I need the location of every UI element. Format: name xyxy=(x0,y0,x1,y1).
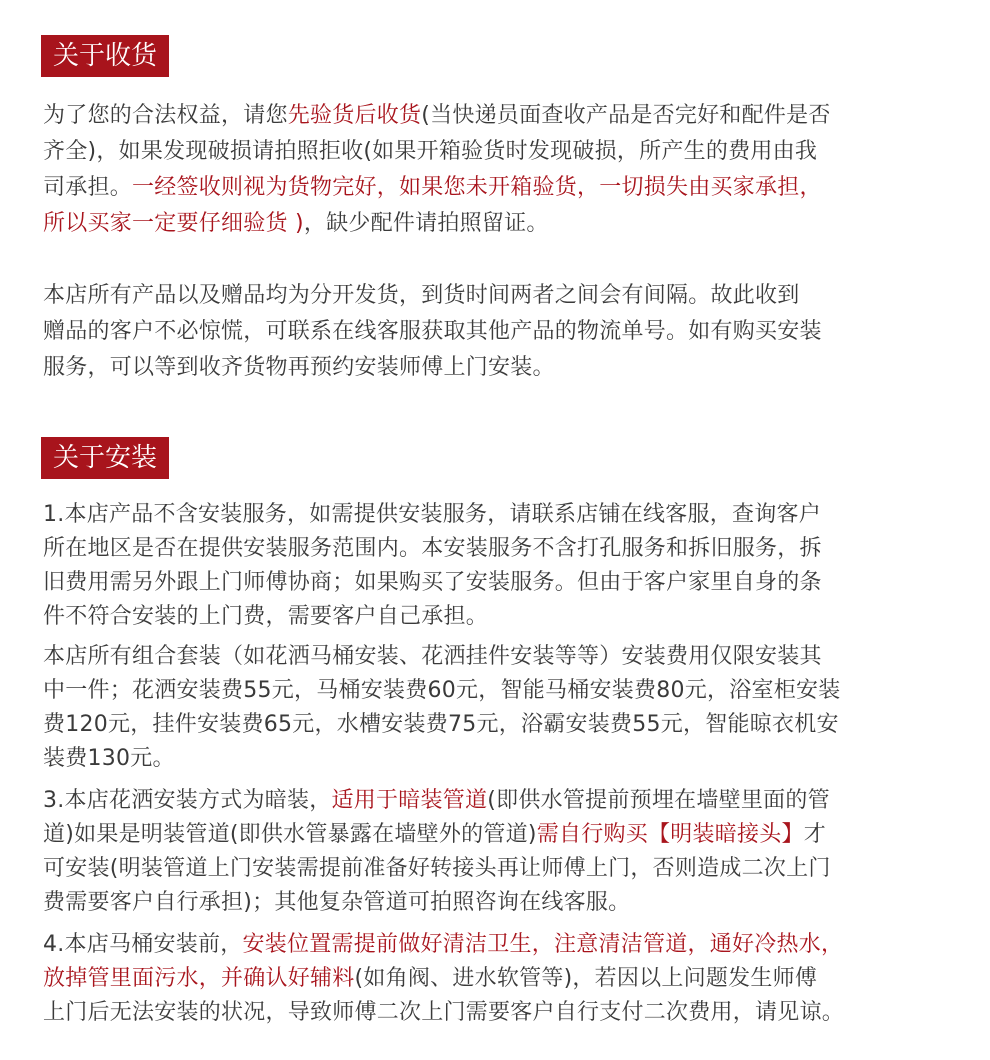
highlight-text: 一经签收则视为货物完好，如果您未开箱验货，一切损失由买家承担， xyxy=(132,175,822,200)
body-text: 本店所有产品以及赠品均为分开发货，到货时间两者之间会有间隔。故此收到 xyxy=(43,283,800,308)
body-text: 齐全)，如果发现破损请拍照拒收(如果开箱验货时发现破损，所产生的费用由我 xyxy=(43,139,818,164)
body-text: 装费130元。 xyxy=(43,746,175,771)
body-text: 4.本店马桶安装前， xyxy=(43,932,243,957)
text-line xyxy=(43,602,488,632)
body-text: ，缺少配件请拍照留证。 xyxy=(303,211,549,236)
text-line xyxy=(43,642,822,672)
body-text: 中一件；花洒安装费55元，马桶安装费60元，智能马桶安装费80元，浴室柜安装 xyxy=(43,678,841,703)
text-line xyxy=(43,534,822,564)
text-line xyxy=(43,820,826,850)
body-text: 为了您的合法权益，请您 xyxy=(43,103,288,128)
body-text: 件不符合安装的上门费，需要客户自己承担。 xyxy=(43,604,489,629)
body-text: 1.本店产品不含安装服务，如需提供安装服务，请联系店铺在线客服，查询客户 xyxy=(43,502,821,527)
body-text: 本店所有组合套装（如花洒马桶安装、花洒挂件安装等等）安装费用仅限安装其 xyxy=(43,644,822,669)
text-line xyxy=(43,317,822,347)
text-line xyxy=(43,173,822,203)
body-text: 所在地区是否在提供安装服务范围内。本安装服务不含打孔服务和拆旧服务，拆 xyxy=(43,536,822,561)
body-text: (当快递员面查收产品是否完好和配件是否 xyxy=(421,103,831,128)
text-line xyxy=(43,964,817,994)
text-line xyxy=(43,710,839,740)
body-text: 3.本店花洒安装方式为暗装， xyxy=(43,788,332,813)
text-line xyxy=(43,281,800,311)
highlight-text: 所以买家一定要仔细验货 ) xyxy=(43,211,304,236)
body-text: 司承担。 xyxy=(43,175,133,200)
highlight-text: 先验货后收货 xyxy=(287,103,422,128)
body-text: 旧费用需另外跟上门师傅协商；如果购买了安装服务。但由于客户家里自身的条 xyxy=(43,570,822,595)
body-text: (如角阀、进水软管等)，若因以上问题发生师傅 xyxy=(354,966,818,991)
body-text: 服务，可以等到收齐货物再预约安装师傅上门安装。 xyxy=(43,355,555,380)
text-line xyxy=(43,209,549,239)
body-text: (即供水管提前预埋在墙壁里面的管 xyxy=(487,788,830,813)
text-line xyxy=(43,998,844,1028)
text-line xyxy=(43,854,831,884)
body-text: 上门后无法安装的状况，导致师傅二次上门需要客户自行支付二次费用，请见谅。 xyxy=(43,1000,845,1025)
body-text: 才 xyxy=(803,822,827,847)
section-title-receiving: 关于收货 xyxy=(41,35,169,77)
text-line xyxy=(43,500,821,530)
text-line xyxy=(43,101,831,131)
body-text: 可安装(明装管道上门安装需提前准备好转接头再让师傅上门，否则造成二次上门 xyxy=(43,856,831,881)
text-line xyxy=(43,568,822,598)
text-line xyxy=(43,676,841,706)
highlight-text: 适用于暗装管道 xyxy=(331,788,488,813)
highlight-text: 放掉管里面污水，并确认好辅料 xyxy=(43,966,355,991)
text-line xyxy=(43,930,843,960)
text-line xyxy=(43,137,817,167)
highlight-text: 安装位置需提前做好清洁卫生，注意清洁管道，通好冷热水， xyxy=(242,932,844,957)
body-text: 费120元，挂件安装费65元，水槽安装费75元，浴霸安装费55元，智能晾衣机安 xyxy=(43,712,839,737)
text-line xyxy=(43,786,830,816)
text-line xyxy=(43,744,175,774)
text-line xyxy=(43,353,555,383)
body-text: 赠品的客户不必惊慌，可联系在线客服获取其他产品的物流单号。如有购买安装 xyxy=(43,319,822,344)
text-line xyxy=(43,888,630,918)
highlight-text: 需自行购买【明装暗接头】 xyxy=(536,822,804,847)
section-title-installation: 关于安装 xyxy=(41,437,169,479)
body-text: 费需要客户自行承担)；其他复杂管道可拍照咨询在线客服。 xyxy=(43,890,631,915)
body-text: 道)如果是明装管道(即供水管暴露在墙壁外的管道) xyxy=(43,822,537,847)
